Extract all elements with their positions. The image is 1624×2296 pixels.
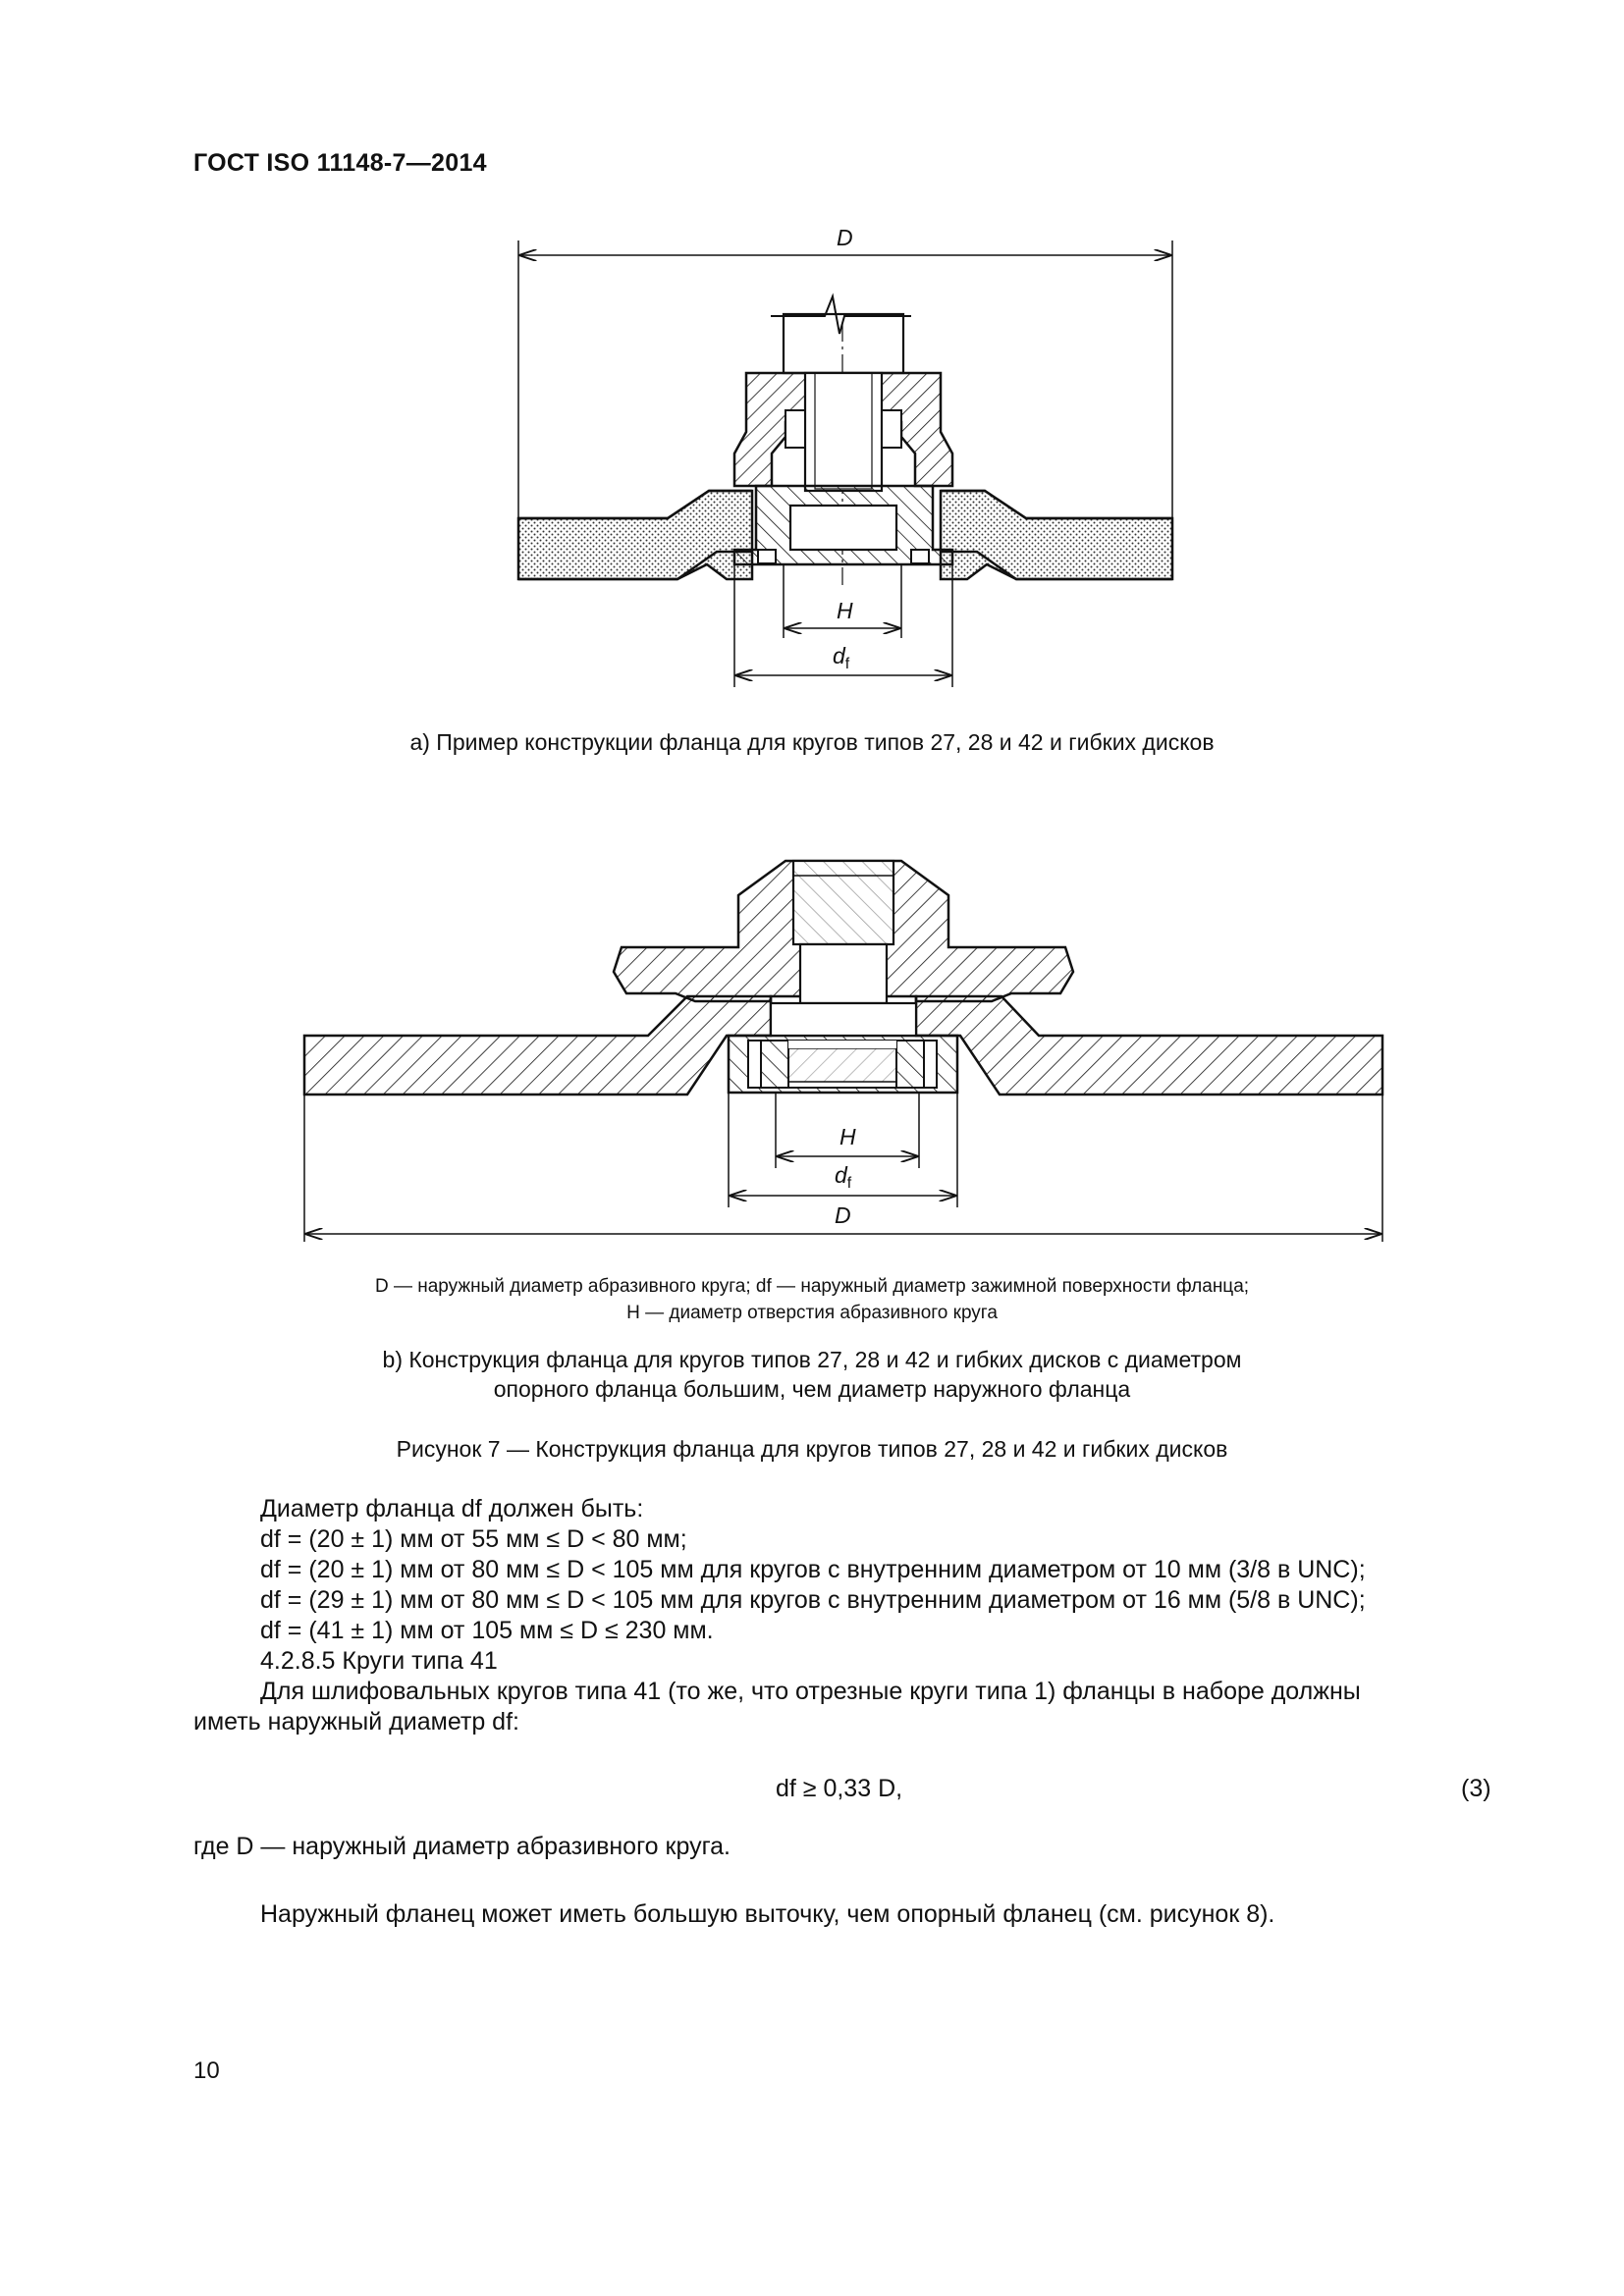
page-number: 10: [193, 2057, 220, 2084]
para2: Наружный фланец может иметь большую выточку, чем опорный фланец (см. рисунок 8).: [260, 1900, 1275, 1928]
body-intro: Диаметр фланца df должен быть:: [260, 1495, 644, 1522]
figure-b-caption-line2: опорного фланца большим, чем диаметр наружного фланца: [493, 1376, 1131, 1402]
para1-line2: иметь наружный диаметр df:: [193, 1708, 519, 1735]
rule-4: df = (41 ± 1) мм от 105 мм ≤ D ≤ 230 мм.: [260, 1617, 714, 1644]
rule-3: df = (29 ± 1) мм от 80 мм ≤ D < 105 мм для кругов с внутренним диаметром от 16 мм (5/8 в UNC);: [260, 1586, 1366, 1614]
document-header: ГОСТ ISO 11148-7—2014: [193, 149, 487, 177]
figure-a-drawing: [0, 226, 1624, 697]
abrasive-wheel-section: [518, 491, 752, 579]
figure-b-drawing: [0, 834, 1624, 1247]
equation-number: (3): [1461, 1775, 1491, 1802]
dim-H-label: H: [839, 1124, 856, 1149]
equation: df ≥ 0,33 D,: [776, 1775, 903, 1802]
figure-a-caption: а) Пример конструкции фланца для кругов типов 27, 28 и 42 и гибких дисков: [409, 729, 1215, 755]
figure-title: Рисунок 7 — Конструкция фланца для кругов типов 27, 28 и 42 и гибких дисков: [396, 1436, 1228, 1462]
where-clause: где D — наружный диаметр абразивного круга.: [193, 1833, 731, 1860]
dim-H-label: H: [837, 598, 853, 623]
para1-line1: Для шлифовальных кругов типа 41 (то же, что отрезные круги типа 1) фланцы в наборе должны: [260, 1678, 1361, 1705]
figure-b-legend-line1: D — наружный диаметр абразивного круга; df — наружный диаметр зажимной поверхности фланца;: [374, 1276, 1250, 1297]
support-flange-large: [304, 996, 771, 1095]
dim-D-label: D: [835, 1202, 851, 1228]
figure-b-legend-line2: H — диаметр отверстия абразивного круга: [626, 1303, 998, 1323]
dim-D-label: D: [837, 226, 853, 250]
dim-df-label: $d_f$: [835, 1162, 852, 1192]
rule-2: df = (20 ± 1) мм от 80 мм ≤ D < 105 мм для кругов с внутренним диаметром от 10 мм (3/8 в UNC);: [260, 1556, 1366, 1583]
figure-b-caption-line1: b) Конструкция фланца для кругов типов 27, 28 и 42 и гибких дисков с диаметром: [382, 1347, 1242, 1372]
rule-1: df = (20 ± 1) мм от 55 мм ≤ D < 80 мм;: [260, 1525, 687, 1553]
dim-df-label: $d_f$: [833, 643, 850, 672]
section-heading: 4.2.8.5 Круги типа 41: [260, 1647, 498, 1675]
